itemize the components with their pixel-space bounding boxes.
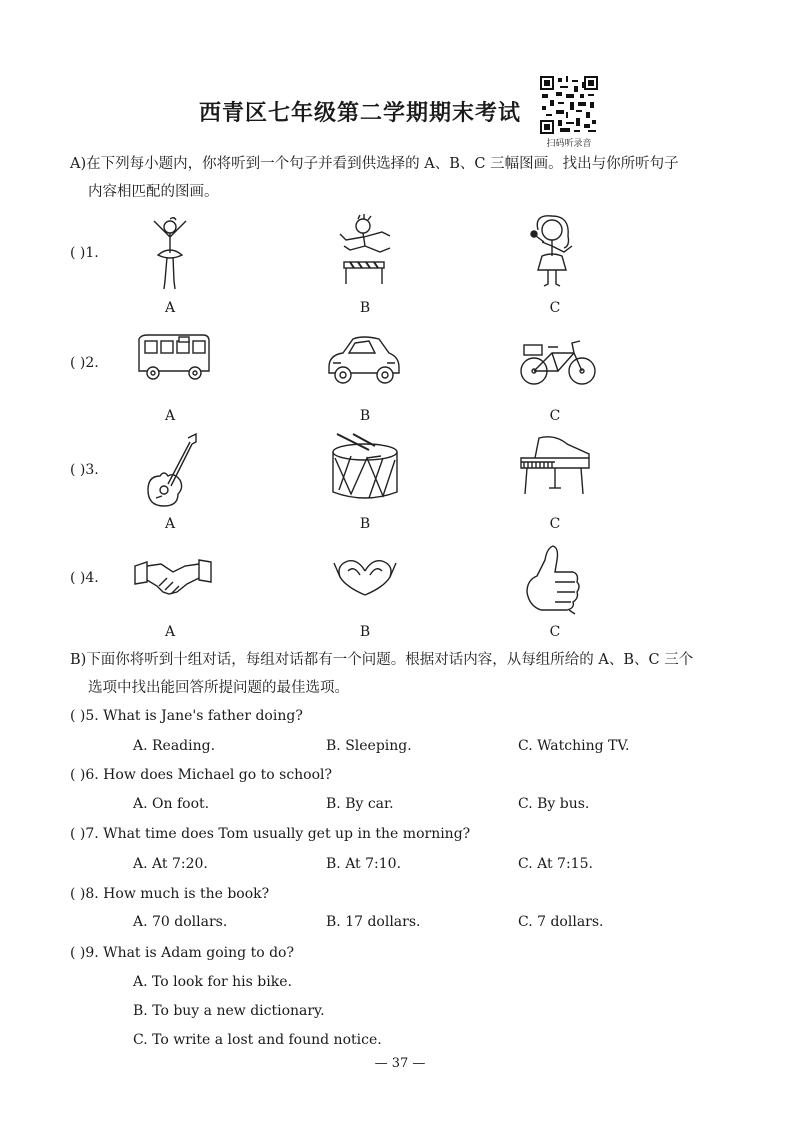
- handshake-icon: [133, 552, 213, 602]
- question-6-option-c: C. By bus.: [518, 796, 590, 812]
- car-icon: [323, 333, 403, 388]
- question-9-option-a: A. To look for his bike.: [133, 974, 292, 990]
- question-2-bracket: ( )2.: [70, 355, 99, 371]
- question-5-option-a: A. Reading.: [133, 738, 216, 754]
- section-b-line-1: B)下面你将听到十组对话，每组对话都有一个问题。根据对话内容，从每组所给的 A、B、C 三个: [70, 652, 694, 668]
- question-5: ( )5. What is Jane's father doing?: [70, 708, 303, 724]
- question-6: ( )6. How does Michael go to school?: [70, 767, 333, 783]
- question-7: ( )7. What time does Tom usually get up in the morning?: [70, 826, 471, 842]
- question-6-option-b: B. By car.: [326, 796, 394, 812]
- guitar-icon: [140, 432, 200, 512]
- question-7-option-a: A. At 7:20.: [133, 856, 208, 872]
- question-8-option-c: C. 7 dollars.: [518, 914, 604, 930]
- option-letter-a: A: [164, 300, 176, 316]
- option-letter-a: A: [164, 516, 176, 532]
- option-letter-c: C: [549, 624, 561, 640]
- bicycle-icon: [518, 333, 598, 388]
- option-letter-a: A: [164, 624, 176, 640]
- option-letter-b: B: [359, 408, 371, 424]
- thumbs-up-icon: [515, 540, 585, 615]
- question-9: ( )9. What is Adam going to do?: [70, 945, 294, 961]
- question-7-option-c: C. At 7:15.: [518, 856, 593, 872]
- option-letter-c: C: [549, 300, 561, 316]
- qr-caption: 扫码听录音: [546, 139, 592, 149]
- question-3-bracket: ( )3.: [70, 462, 99, 478]
- option-letter-b: B: [359, 300, 371, 316]
- question-9-option-c: C. To write a lost and found notice.: [133, 1032, 382, 1048]
- question-8-option-a: A. 70 dollars.: [133, 914, 228, 930]
- section-b-line-2: 选项中找出能回答所提问题的最佳选项。: [88, 680, 349, 696]
- qr-code-icon: [540, 76, 598, 134]
- question-8: ( )8. How much is the book?: [70, 886, 270, 902]
- option-letter-c: C: [549, 408, 561, 424]
- hurdler-icon: [330, 212, 400, 292]
- section-a-line-1: A)在下列每小题内，你将听到一个句子并看到供选择的 A、B、C 三幅图画。找出与你所听句子: [70, 156, 679, 172]
- singer-icon: [520, 212, 585, 292]
- question-9-option-b: B. To buy a new dictionary.: [133, 1003, 325, 1019]
- page-title: 西青区七年级第二学期期末考试: [198, 100, 521, 126]
- drum-icon: [325, 432, 405, 507]
- section-b-instructions: [70, 646, 750, 702]
- question-8-option-b: B. 17 dollars.: [326, 914, 421, 930]
- option-letter-a: A: [164, 408, 176, 424]
- piano-icon: [515, 432, 595, 502]
- option-letter-b: B: [359, 624, 371, 640]
- question-6-option-a: A. On foot.: [133, 796, 210, 812]
- ballerina-icon: [140, 215, 200, 295]
- question-5-option-b: B. Sleeping.: [326, 738, 412, 754]
- page-number: — 37 —: [374, 1056, 426, 1071]
- question-4-bracket: ( )4.: [70, 570, 99, 586]
- section-a-line-2: 内容相匹配的图画。: [88, 184, 219, 200]
- option-letter-c: C: [549, 516, 561, 532]
- section-a-instructions: [70, 150, 750, 206]
- question-5-option-c: C. Watching TV.: [518, 738, 630, 754]
- question-7-option-b: B. At 7:10.: [326, 856, 402, 872]
- option-letter-b: B: [359, 516, 371, 532]
- bus-icon: [133, 333, 213, 383]
- heart-hands-icon: [330, 555, 400, 600]
- question-1-bracket: ( )1.: [70, 245, 99, 261]
